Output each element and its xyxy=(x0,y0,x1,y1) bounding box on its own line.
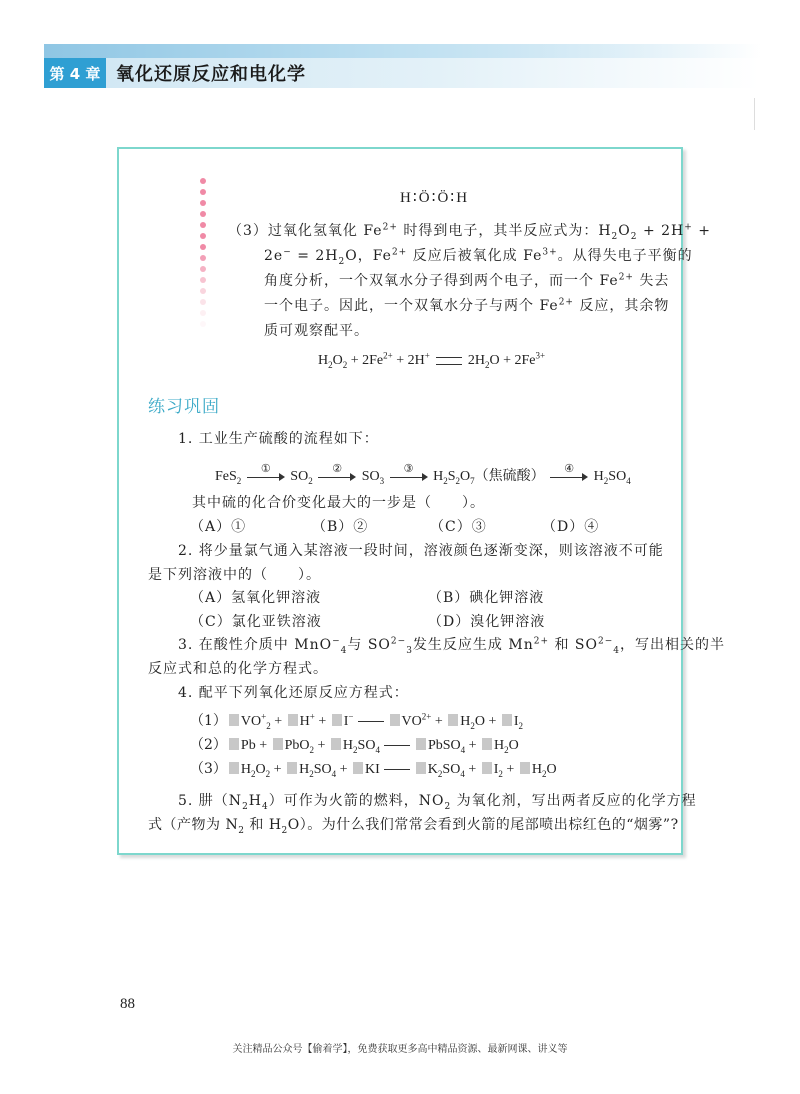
text-span: + 2Fe xyxy=(347,353,384,368)
sup: − xyxy=(348,711,354,722)
text-span: O xyxy=(460,469,471,484)
q3-line1 xyxy=(178,634,725,656)
text-span: （3）过氧化氢氧化 Fe xyxy=(228,223,383,239)
sup: 2+ xyxy=(558,297,574,308)
sub: 2 xyxy=(437,768,443,779)
text-span: O xyxy=(508,738,519,753)
text-span: Pb + xyxy=(240,738,271,753)
sub: 4 xyxy=(460,744,466,755)
q2-option-c: （C）氯化亚铁溶液 xyxy=(190,614,322,630)
text-span: H xyxy=(593,469,604,484)
chapter-badge: 第 4 章 xyxy=(44,58,106,88)
sub: 2 xyxy=(630,231,638,242)
sup: + xyxy=(424,350,430,361)
sub: 4 xyxy=(262,801,269,812)
balanced-equation xyxy=(318,350,545,372)
text-span: + xyxy=(465,738,481,753)
text-span: + xyxy=(692,223,711,239)
blank-box[interactable] xyxy=(520,762,530,774)
dot-icon xyxy=(200,211,206,217)
text-span: KI xyxy=(365,762,380,777)
sub: 2 xyxy=(353,744,358,755)
sub: 2 xyxy=(238,825,245,836)
text-span: VO xyxy=(240,714,262,729)
sub: 2 xyxy=(342,359,348,370)
blank-box[interactable] xyxy=(482,738,492,750)
q1-option-d: （D）④ xyxy=(542,519,600,535)
reaction-arrow-icon xyxy=(384,769,410,770)
dot-icon xyxy=(200,189,206,195)
sub: 2 xyxy=(309,768,314,779)
text-span: 5. 肼（N xyxy=(178,793,243,809)
sup: − xyxy=(283,247,292,258)
sub: 2 xyxy=(470,720,475,731)
sub: 2 xyxy=(265,768,271,779)
sub: 2 xyxy=(504,744,509,755)
blank-box[interactable] xyxy=(482,762,492,774)
q2-line2: 是下列溶液中的（ ）。 xyxy=(148,567,321,583)
text-span: H xyxy=(318,353,329,368)
item3-line2 xyxy=(264,245,693,267)
reaction-arrow-icon xyxy=(384,745,410,746)
sup: 3+ xyxy=(535,350,546,361)
text-span: H xyxy=(433,469,444,484)
sub: 2 xyxy=(309,744,315,755)
text-span: ）可作为火箭的燃料，NO xyxy=(268,793,445,809)
blank-box[interactable] xyxy=(353,762,363,774)
text-span: S xyxy=(447,469,456,484)
text-span: + xyxy=(314,714,330,729)
arrow-label: ① xyxy=(260,462,271,475)
sub: 2 xyxy=(443,475,448,486)
dot-icon xyxy=(200,222,206,228)
sup: − xyxy=(332,636,341,647)
dot-icon xyxy=(200,299,206,305)
dot-icon xyxy=(200,200,206,206)
text-span: + xyxy=(270,762,286,777)
text-span: SO xyxy=(442,762,461,777)
text-span: SO xyxy=(608,469,627,484)
sub: 2 xyxy=(251,768,256,779)
sub: 4 xyxy=(626,475,631,486)
sub: 4 xyxy=(613,645,620,656)
sup: 2+ xyxy=(421,711,432,722)
text-span: O xyxy=(255,762,266,777)
text-span: PbO xyxy=(284,738,310,753)
text-span: I xyxy=(493,762,499,777)
text-span: + xyxy=(314,738,329,753)
text-span: 式（产物为 N xyxy=(148,817,239,833)
dot-icon xyxy=(200,310,206,316)
text-span: FeS xyxy=(215,469,237,484)
dot-icon xyxy=(200,233,206,239)
text-span: VO xyxy=(401,714,422,729)
dot-icon xyxy=(200,266,206,272)
sup: 2+ xyxy=(618,272,634,283)
text-span: H xyxy=(240,762,252,777)
dot-icon xyxy=(200,288,206,294)
sub: 3 xyxy=(406,645,413,656)
sub: 2 xyxy=(455,475,461,486)
sub: 4 xyxy=(375,744,380,755)
q4-stem: 4. 配平下列氧化还原反应方程式： xyxy=(178,685,409,701)
sub: 2 xyxy=(603,475,609,486)
sub: 7 xyxy=(470,475,475,486)
text-span: SO xyxy=(361,469,380,484)
text-span: （3） xyxy=(190,761,227,777)
sub: 2 xyxy=(266,720,271,731)
text-span: H xyxy=(460,714,471,729)
text-span: O）。为什么我们常常会看到火箭的尾部喷出棕红色的“烟雾”? xyxy=(287,817,679,833)
sub: 2 xyxy=(498,768,503,779)
text-span: O，Fe xyxy=(345,248,392,264)
dot-icon xyxy=(200,277,206,283)
text-span: 角度分析，一个双氧水分子得到两个电子，而一个 Fe xyxy=(264,273,619,289)
sub: 4 xyxy=(340,645,348,656)
sup: 2+ xyxy=(383,350,393,361)
text-span: O xyxy=(618,223,631,239)
text-span: 和 SO xyxy=(549,637,598,653)
text-span: + xyxy=(502,762,518,777)
text-span: SO xyxy=(357,738,376,753)
reaction-arrow-icon xyxy=(358,721,384,722)
item3-line4 xyxy=(264,295,669,317)
blank-box[interactable] xyxy=(229,738,239,750)
blank-box[interactable] xyxy=(416,738,426,750)
dot-icon xyxy=(200,244,206,250)
dot-icon xyxy=(200,178,206,184)
arrow-label: ③ xyxy=(403,462,414,475)
text-span: I xyxy=(513,714,519,729)
blank-box[interactable] xyxy=(229,762,239,774)
q1-option-b: （B）② xyxy=(312,519,369,535)
text-span: = 2H xyxy=(291,248,339,264)
item3-line1 xyxy=(228,220,711,242)
item3-line3 xyxy=(264,270,669,292)
blank-box[interactable] xyxy=(332,714,342,726)
sub: 2 xyxy=(308,475,313,486)
sub: 4 xyxy=(331,768,337,779)
text-span: 反应，其余物 xyxy=(573,298,670,314)
sub: 2 xyxy=(281,825,288,836)
text-span: K xyxy=(427,762,438,777)
text-span: O xyxy=(546,762,557,777)
page-number: 88 xyxy=(120,996,135,1012)
sub: 2 xyxy=(242,801,249,812)
text-span: 时得到电子，其半反应式为：H xyxy=(397,223,612,239)
q5-line1 xyxy=(178,790,697,812)
sub: 2 xyxy=(338,256,346,267)
blank-box[interactable] xyxy=(288,714,298,726)
q1-question: 其中硫的化合价变化最大的一步是（ ）。 xyxy=(192,495,485,511)
item3-line5: 质可观察配平。 xyxy=(264,323,369,339)
text-span: （1） xyxy=(190,713,227,729)
text-span: 。从得失电子平衡的 xyxy=(557,248,693,264)
decorative-dots xyxy=(200,178,208,348)
sub: 2 xyxy=(236,475,242,486)
q2-option-b: （B）碘化钾溶液 xyxy=(428,590,545,606)
section-title: 练习巩固 xyxy=(148,397,220,417)
blank-box[interactable] xyxy=(448,714,458,726)
sup: + xyxy=(684,222,693,233)
text-span: + 2H xyxy=(637,223,685,239)
sub: 2 xyxy=(444,801,452,812)
q4-reaction-2 xyxy=(190,734,519,757)
text-span: 为氧化剂，写出两者反应的化学方程 xyxy=(451,793,697,809)
sub: 4 xyxy=(460,768,465,779)
footer-note: 关注精品公众号【偷着学】，免费获取更多高中精品资源、最新网课、讲义等 xyxy=(232,1044,568,1055)
text-span: 反应后被氧化成 Fe xyxy=(407,248,543,264)
arrow-icon xyxy=(247,462,285,482)
text-span: （2） xyxy=(190,737,227,753)
q1-option-a: （A）① xyxy=(190,519,247,535)
sup: + xyxy=(309,711,315,722)
text-span: + 2H xyxy=(392,353,425,368)
arrow-icon xyxy=(318,462,356,482)
arrow-label: ④ xyxy=(564,462,575,475)
sub: 2 xyxy=(484,359,490,370)
lewis-structure: H∶Ö∶Ö∶H xyxy=(400,190,470,206)
blank-box[interactable] xyxy=(229,714,239,726)
text-span: H xyxy=(531,762,542,777)
equals-sign-icon xyxy=(436,357,462,365)
q5-line2 xyxy=(148,814,679,836)
sup: 2− xyxy=(597,636,614,647)
text-span: SO xyxy=(290,469,309,484)
text-span: I xyxy=(343,714,349,729)
blank-box[interactable] xyxy=(390,714,400,726)
sub: 2 xyxy=(328,359,333,370)
blank-box[interactable] xyxy=(287,762,297,774)
sub: 3 xyxy=(379,475,385,486)
sup: 2− xyxy=(390,636,407,647)
text-span: （焦硫酸） xyxy=(474,468,545,484)
text-span: + xyxy=(336,762,352,777)
arrow-label: ② xyxy=(332,462,343,475)
q2-option-d: （D）溴化钾溶液 xyxy=(428,614,546,630)
arrow-icon xyxy=(550,462,588,482)
q2-option-a: （A）氢氧化钾溶液 xyxy=(190,590,322,606)
blank-box[interactable] xyxy=(502,714,512,726)
blank-box[interactable] xyxy=(331,738,341,750)
header-top-strip xyxy=(44,44,760,58)
q3-line2: 反应式和总的化学方程式。 xyxy=(148,661,328,677)
sub: 2 xyxy=(611,231,619,242)
dot-icon xyxy=(200,255,206,261)
text-span: 和 H xyxy=(244,817,282,833)
text-span: 2e xyxy=(264,248,284,264)
text-span: SO xyxy=(313,762,332,777)
text-span: 3. 在酸性介质中 MnO xyxy=(178,637,333,653)
q4-reaction-3 xyxy=(190,758,557,781)
q1-stem: 1. 工业生产硫酸的流程如下： xyxy=(178,431,379,447)
text-span: O + 2Fe xyxy=(489,353,536,368)
text-span: 一个电子。因此，一个双氧水分子与两个 Fe xyxy=(264,298,559,314)
sub: 2 xyxy=(518,720,524,731)
text-span: H xyxy=(299,714,310,729)
q1-flow xyxy=(215,462,631,488)
text-span: O xyxy=(332,353,343,368)
text-span: O + xyxy=(474,714,500,729)
text-span: H xyxy=(299,762,310,777)
arrow-icon xyxy=(390,462,428,482)
sup: 2+ xyxy=(533,636,550,647)
text-span: 失去 xyxy=(633,273,670,289)
blank-box[interactable] xyxy=(273,738,283,750)
sup: 3+ xyxy=(542,247,558,258)
text-span: + xyxy=(464,762,480,777)
q1-option-c: （C）③ xyxy=(430,519,487,535)
text-span: PbSO xyxy=(427,738,461,753)
sup: 2+ xyxy=(382,222,398,233)
q2-line1: 2. 将少量氯气通入某溶液一段时间，溶液颜色逐渐变深，则该溶液不可能 xyxy=(178,543,664,559)
text-span: 与 SO xyxy=(347,637,391,653)
sup: + xyxy=(261,711,267,722)
text-span: H xyxy=(494,738,505,753)
blank-box[interactable] xyxy=(416,762,426,774)
text-span: 发生反应生成 Mn xyxy=(412,637,534,653)
text-span: + xyxy=(270,714,286,729)
margin-rule xyxy=(754,98,755,130)
sup: 2+ xyxy=(391,247,408,258)
text-span: H xyxy=(248,793,263,809)
text-span: 2H xyxy=(467,353,485,368)
q4-reaction-1 xyxy=(190,710,523,733)
sub: 2 xyxy=(541,768,547,779)
dot-icon xyxy=(200,321,206,327)
text-span: H xyxy=(342,738,354,753)
text-span: ，写出相关的半 xyxy=(620,637,725,653)
chapter-title: 氧化还原反应和电化学 xyxy=(116,64,306,85)
text-span: + xyxy=(431,714,447,729)
